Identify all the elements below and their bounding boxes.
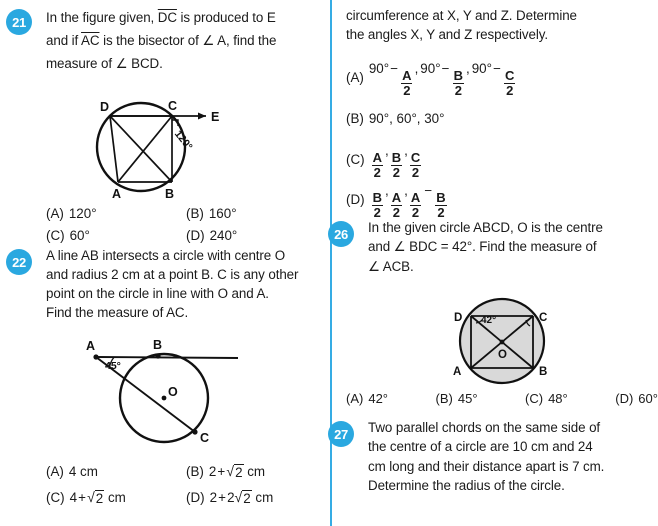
- svg-text:B: B: [539, 366, 548, 378]
- svg-text:B: B: [153, 338, 163, 352]
- svg-text:D: D: [454, 312, 463, 324]
- question-22-text: A line AB intersects a circle with centre O and radius 2 cm at a point B. C is any other point on the circle in line with O and A. Find the measure of AC.: [46, 248, 299, 321]
- option-row: [46, 225, 330, 247]
- option-b[interactable]: (B) 160°: [186, 206, 237, 221]
- question-26-badge: 26: [328, 221, 354, 247]
- question-22-badge: 22: [6, 249, 32, 275]
- continued-option-d[interactable]: (D) $\frac{B}{2}$ , $\frac{A}{2}$ , $\frac{A}{2}$ − $\frac{B}{2}$: [346, 183, 446, 220]
- question-21-figure: [55, 90, 240, 202]
- continued-question-text: circumference at X, Y and Z. Determine the angles X, Y and Z respectively.: [346, 8, 577, 43]
- question-26: [332, 218, 658, 276]
- question-22: [0, 246, 330, 322]
- svg-text:D: D: [100, 100, 110, 114]
- svg-text:C: C: [168, 99, 178, 113]
- svg-text:E: E: [211, 110, 220, 124]
- option-row: [46, 485, 330, 511]
- option-d[interactable]: (D) 2 + 2 √ 2 cm: [186, 489, 274, 507]
- option-row: [46, 459, 330, 485]
- question-21-text: In the figure given, $\overline{DC}$ is produced to E and if $\overline{AC}$ is the bisector of ∠ A, find the measure of ∠ BCD.: [46, 10, 277, 72]
- option-b[interactable]: (B) 2 + √ 2 cm: [186, 463, 266, 480]
- option-row: [46, 203, 330, 225]
- question-27: [332, 418, 658, 496]
- svg-text:A: A: [453, 366, 462, 378]
- option-b[interactable]: (B) 45°: [435, 391, 478, 406]
- svg-text:O: O: [498, 349, 507, 361]
- continued-option-a[interactable]: (A) 90° − $\frac{A}{2}$ , 90° − $\frac{B}{2}$ , 90° − $\frac{C}{2}$: [346, 61, 515, 98]
- svg-text:B: B: [165, 187, 175, 201]
- option-a[interactable]: (A) 120°: [46, 206, 97, 221]
- svg-text:C: C: [200, 431, 210, 445]
- option-row: [346, 388, 658, 409]
- angle-label-120: 120°: [171, 128, 195, 153]
- option-d[interactable]: (D) 240°: [186, 228, 238, 244]
- option-d[interactable]: (D) 60°: [615, 391, 658, 406]
- question-26-text: In the given circle ABCD, O is the centre and ∠ BDC = 42°. Find the measure of ∠ ACB.: [368, 220, 603, 274]
- svg-text:A: A: [86, 339, 96, 353]
- question-22-figure: [80, 336, 260, 452]
- question-26-options: [346, 388, 658, 409]
- option-c[interactable]: (C) 48°: [525, 391, 568, 406]
- continued-option-b[interactable]: (B) 90°, 60°, 30°: [346, 111, 445, 126]
- svg-text:C: C: [539, 312, 548, 324]
- question-21-options: [46, 203, 330, 247]
- angle-label-45: 45°: [105, 360, 121, 372]
- continued-option-c[interactable]: (C) $\frac{A}{2}$ , $\frac{B}{2}$ , $\frac{C}{2}$: [346, 143, 421, 180]
- svg-text:A: A: [112, 187, 122, 201]
- question-27-text: Two parallel chords on the same side of the centre of a circle are 10 cm and 24 cm long and their distance apart is 7 cm. Determine the radius of the circle.: [368, 420, 605, 494]
- option-c[interactable]: (C) 4 + √ 2 cm: [46, 489, 126, 507]
- question-27-badge: 27: [328, 421, 354, 447]
- option-c[interactable]: (C) 60°: [46, 228, 90, 244]
- svg-text:O: O: [168, 385, 178, 399]
- option-a[interactable]: (A) 4 cm: [46, 464, 98, 479]
- question-21: [0, 6, 330, 75]
- question-21-badge: 21: [6, 9, 32, 35]
- angle-label-42: 42°: [481, 315, 497, 326]
- option-a[interactable]: (A) 42°: [346, 391, 389, 406]
- question-26-figure: [440, 296, 570, 388]
- question-22-options: [46, 459, 330, 511]
- right-column: [332, 0, 658, 526]
